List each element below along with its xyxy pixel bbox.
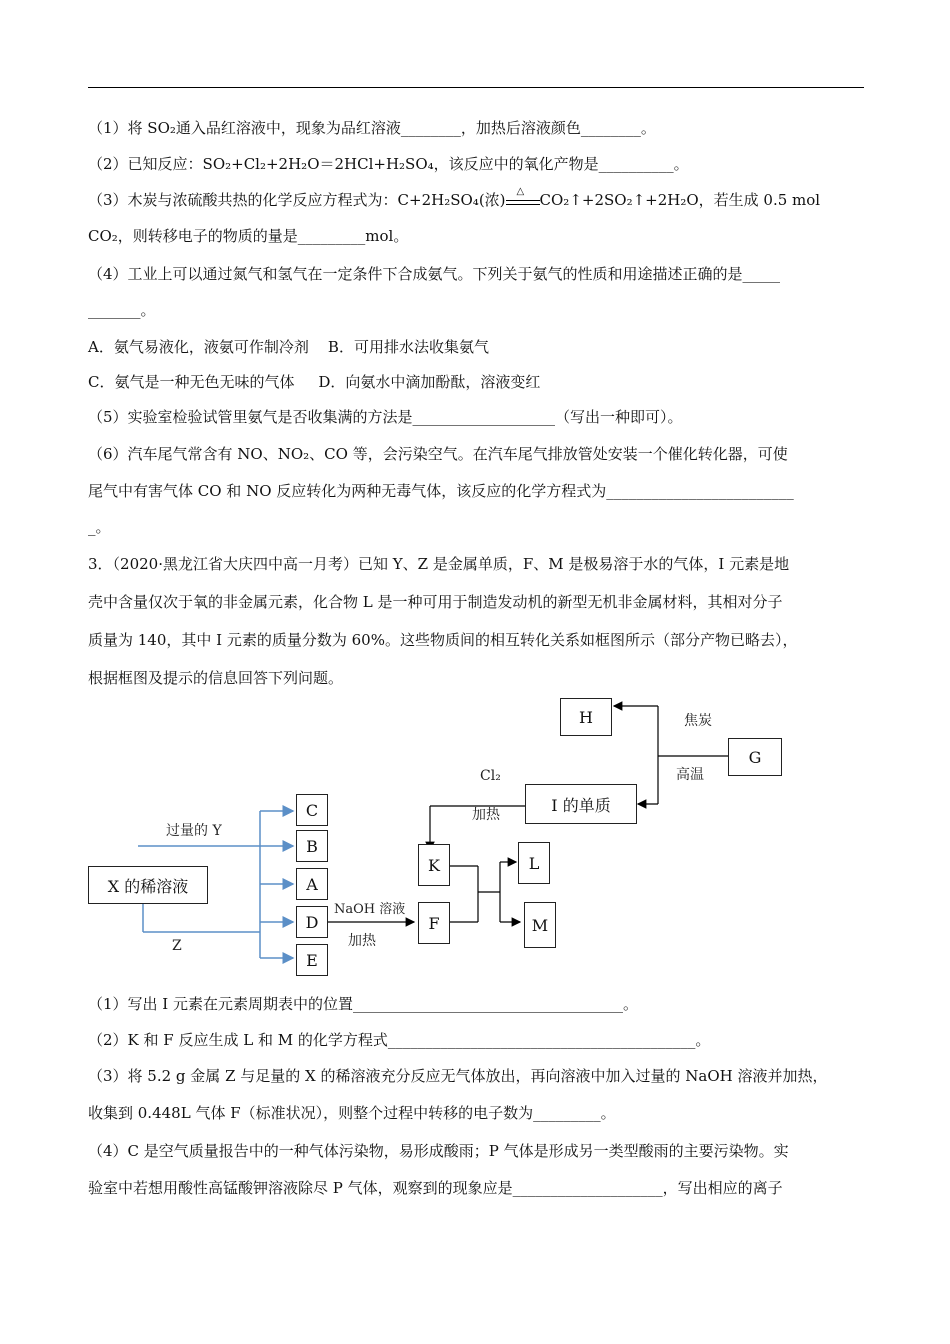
box-a: A: [296, 868, 328, 900]
box-f: F: [418, 902, 450, 944]
q3-sub3: （3）将 5.2 g 金属 Z 与足量的 X 的稀溶液充分反应无气体放出，再向溶液中加入过量的 NaOH 溶液并加热，: [88, 1067, 828, 1085]
label-z: Z: [172, 938, 182, 954]
option-c: C．氨气是一种无色无味的气体: [88, 373, 295, 391]
q1-part3-cont: CO₂，则转移电子的物质的量是_________mol。: [88, 227, 409, 245]
box-c: C: [296, 794, 328, 826]
label-excess-y: 过量的 Y: [166, 823, 222, 839]
label-heat-2: 加热: [348, 933, 376, 949]
q1-part1: （1）将 SO₂通入品红溶液中，现象为品红溶液________，加热后溶液颜色________。: [88, 119, 656, 137]
box-l: L: [518, 842, 550, 884]
box-b: B: [296, 830, 328, 862]
q3-sub4: （4）C 是空气质量报告中的一种气体污染物，易形成酸雨；P 气体是形成另一类型酸雨的主要污染物。实: [88, 1142, 789, 1160]
q1-part2: （2）已知反应：SO₂+Cl₂+2H₂O＝2HCl+H₂SO₄，该反应中的氧化产物是__________。: [88, 155, 689, 173]
option-row-ab: [88, 337, 489, 357]
option-b: B．可用排水法收集氨气: [327, 338, 489, 356]
q1-part4: （4）工业上可以通过氮气和氢气在一定条件下合成氨气。下列关于氨气的性质和用途描述正确的是_____: [88, 265, 781, 283]
label-heat-1: 加热: [472, 807, 500, 823]
q3-sub3-cont: 收集到 0.448L 气体 F（标准状况），则整个过程中转移的电子数为_________。: [88, 1104, 616, 1122]
heat-equals-sign: △: [506, 191, 540, 205]
label-coke: 焦炭: [684, 713, 712, 729]
q3-sub1: （1）写出 I 元素在元素周期表中的位置____________________________________。: [88, 995, 639, 1013]
label-high-temp: 高温: [676, 767, 704, 783]
box-d: D: [296, 906, 328, 938]
box-x: X 的稀溶液: [88, 866, 208, 904]
option-row-cd: [88, 372, 540, 392]
box-e: E: [296, 944, 328, 976]
option-a: A．氨气易液化，液氨可作制冷剂: [88, 338, 309, 356]
q1-part6-cont: 尾气中有害气体 CO 和 NO 反应转化为两种无毒气体，该反应的化学方程式为_________________________: [88, 482, 794, 500]
top-rule: [88, 87, 864, 88]
label-cl2: Cl₂: [480, 768, 501, 784]
q1-part3: （3）木炭与浓硫酸共热的化学反应方程式为：C+2H₂SO₄(浓) △ CO₂↑+2SO₂↑+2H₂O，若生成 0.5 mol: [88, 186, 821, 209]
label-naoh: NaOH 溶液: [334, 902, 406, 917]
q3-intro-2: 壳中含量仅次于氧的非金属元素，化合物 L 是一种可用于制造发动机的新型无机非金属材料，其相对分子: [88, 593, 783, 611]
q1-part6: （6）汽车尾气常含有 NO、NO₂、CO 等，会污染空气。在汽车尾气排放管处安装一个催化转化器，可使: [88, 445, 788, 463]
q3-intro-3: 质量为 140，其中 I 元素的质量分数为 60%。这些物质间的相互转化关系如框图所示（部分产物已略去），: [88, 631, 798, 649]
box-i: I 的单质: [525, 784, 637, 824]
q3-sub4-cont: 验室中若想用酸性高锰酸钾溶液除尽 P 气体，观察到的现象应是____________________，写出相应的离子: [88, 1179, 783, 1197]
reaction-diagram: [88, 696, 788, 978]
option-d: D．向氨水中滴加酚酞，溶液变红: [318, 373, 541, 391]
box-h: H: [560, 698, 612, 736]
box-m: M: [524, 902, 556, 948]
q3-intro-4: 根据框图及提示的信息回答下列问题。: [88, 669, 344, 687]
box-g: G: [728, 738, 782, 776]
q3-sub2: （2）K 和 F 反应生成 L 和 M 的化学方程式_________________________________________。: [88, 1031, 711, 1049]
q1-part4-cont: _______。: [88, 301, 156, 319]
q1-part6-end: _。: [88, 518, 111, 536]
q1-part5: （5）实验室检验试管里氨气是否收集满的方法是___________________（写出一种即可）。: [88, 408, 683, 426]
q3-intro-1: 3．（2020·黑龙江省大庆四中高一月考）已知 Y、Z 是金属单质，F、M 是极易溶于水的气体，I 元素是地: [88, 555, 790, 573]
box-k: K: [418, 844, 450, 886]
